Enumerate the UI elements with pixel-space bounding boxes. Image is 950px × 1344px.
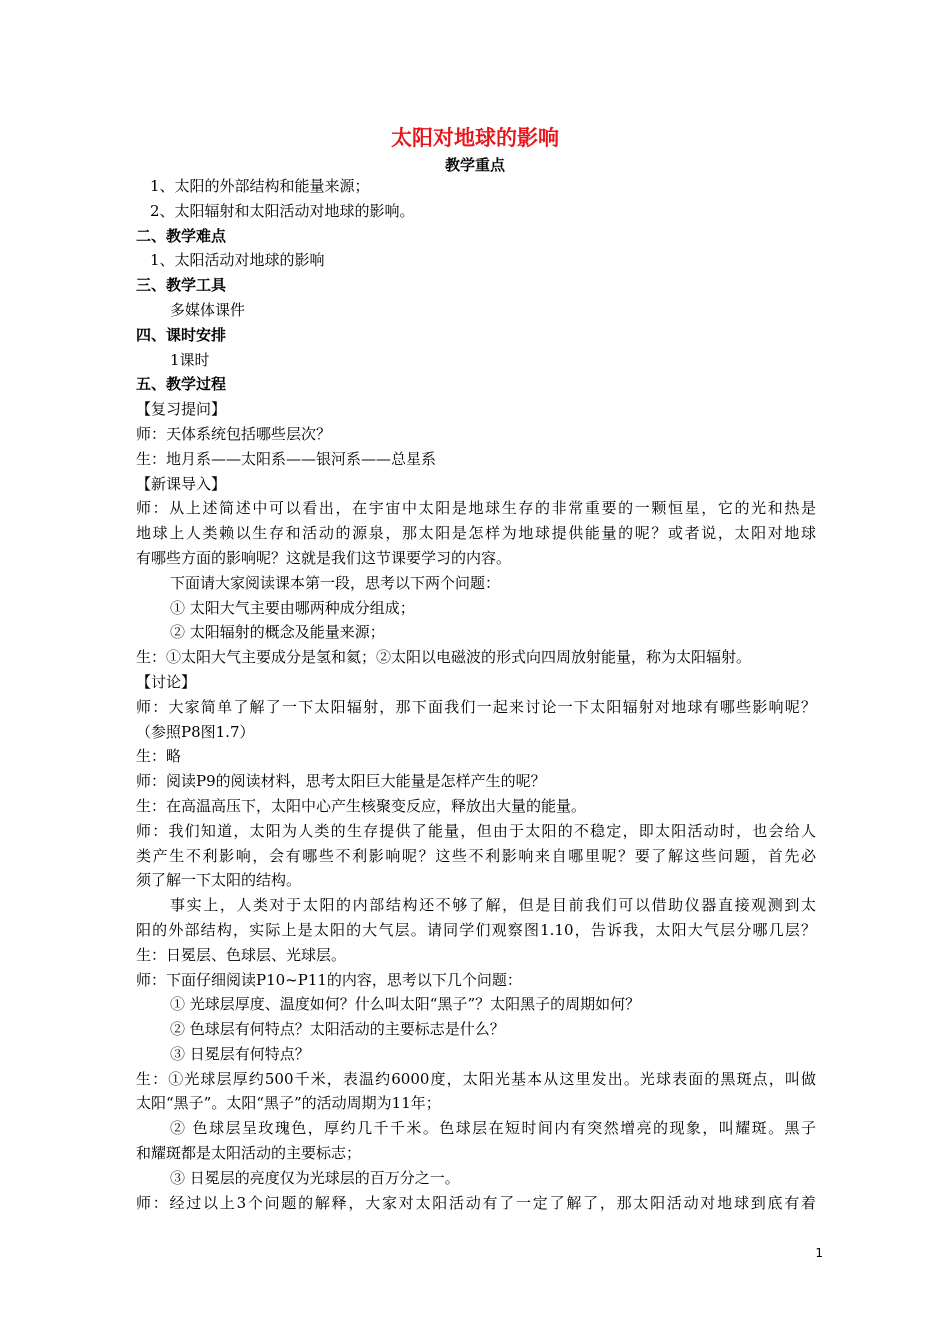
- paragraph-line: 师：经过以上3个问题的解释，大家对太阳活动有了一定了解了，那太阳活动对地球到底有着: [136, 1193, 816, 1212]
- question-item: ② 太阳辐射的概念及能量来源；: [170, 623, 385, 642]
- question-item: ③ 日冕层有何特点？: [170, 1044, 310, 1063]
- paragraph-line: 师：从上述简述中可以看出，在宇宙中太阳是地球生存的非常重要的一颗恒星，它的光和热是: [136, 499, 816, 518]
- paragraph-line: 有哪些方面的影响呢？这就是我们这节课要学习的内容。: [136, 548, 512, 567]
- paragraph-line: 生：①光球层厚约500千米，表温约6000度，太阳光基本从这里发出。光球表面的黑斑点，叫做: [136, 1069, 816, 1088]
- paragraph-line: 须了解一下太阳的结构。: [136, 871, 302, 890]
- page-number: 1: [815, 1246, 823, 1260]
- paragraph-line: 太阳“黑子”。太阳“黑子”的活动周期为11年；: [136, 1094, 441, 1113]
- key-point-2: 2、太阳辐射和太阳活动对地球的影响。: [150, 201, 415, 220]
- question-item: ① 光球层厚度、温度如何？什么叫太阳“黑子”？太阳黑子的周期如何？: [170, 995, 641, 1014]
- paragraph-line: ③ 日冕层的亮度仅为光球层的百万分之一。: [170, 1168, 460, 1187]
- paragraph-line: 和耀斑都是太阳活动的主要标志；: [136, 1144, 362, 1163]
- difficulty-1: 1、太阳活动对地球的影响: [150, 251, 325, 270]
- paragraph-line: 师：阅读P9的阅读材料，思考太阳巨大能量是怎样产生的呢？: [136, 772, 546, 791]
- paragraph-line: 生：①太阳大气主要成分是氢和氦；②太阳以电磁波的形式向四周放射能量，称为太阳辐射。: [136, 648, 752, 667]
- paragraph-line: 生：在高温高压下，太阳中心产生核聚变反应，释放出大量的能量。: [136, 796, 587, 815]
- document-title: 太阳对地球的影响: [391, 126, 559, 150]
- question-item: ② 色球层有何特点？太阳活动的主要标志是什么？: [170, 1020, 505, 1039]
- paragraph-line: 师：大家简单了解了一下太阳辐射，那下面我们一起来讨论一下太阳辐射对地球有哪些影响呢？: [136, 697, 816, 716]
- subheading-discussion: 【讨论】: [136, 672, 197, 691]
- paragraph-line: 师：下面仔细阅读P10~P11的内容，思考以下几个问题：: [136, 970, 522, 989]
- section-heading-schedule: 四、课时安排: [136, 325, 227, 344]
- paragraph-line: （参照P8图1.7）: [136, 722, 255, 741]
- paragraph-line: 师：天体系统包括哪些层次？: [136, 424, 332, 443]
- section-heading-tools: 三、教学工具: [136, 276, 227, 295]
- paragraph-line: 生：略: [136, 747, 182, 766]
- document-body: [136, 174, 816, 1215]
- paragraph-line: 师：我们知道，太阳为人类的生存提供了能量，但由于太阳的不稳定，即太阳活动时，也会给人: [136, 821, 816, 840]
- paragraph-line: 事实上，人类对于太阳的内部结构还不够了解，但是目前我们可以借助仪器直接观测到太: [170, 896, 816, 915]
- subheading-intro: 【新课导入】: [136, 474, 227, 493]
- subheading-review: 【复习提问】: [136, 400, 227, 419]
- paragraph-line: ② 色球层呈玫瑰色，厚约几千千米。色球层在短时间内有突然增亮的现象，叫耀斑。黑子: [170, 1119, 816, 1138]
- key-point-1: 1、太阳的外部结构和能量来源；: [150, 177, 370, 195]
- schedule-text: 1课时: [170, 350, 210, 369]
- paragraph-line: 下面请大家阅读课本第一段，思考以下两个问题：: [170, 573, 501, 592]
- paragraph-line: 地球上人类赖以生存和活动的源泉，那太阳是怎样为地球提供能量的呢？或者说，太阳对地球: [136, 524, 816, 543]
- paragraph-line: 生：地月系——太阳系——银河系——总星系: [136, 449, 437, 468]
- paragraph-line: 类产生不利影响，会有哪些不利影响呢？这些不利影响来自哪里呢？要了解这些问题，首先必: [136, 846, 816, 865]
- section-heading-process: 五、教学过程: [136, 375, 227, 394]
- question-item: ① 太阳大气主要由哪两种成分组成；: [170, 598, 415, 617]
- section-heading-difficulties: 二、教学难点: [136, 226, 227, 245]
- section-heading-key-points: 教学重点: [444, 156, 505, 174]
- paragraph-line: 阳的外部结构，实际上是太阳的大气层。请同学们观察图1.10，告诉我，太阳大气层分哪几层？: [136, 920, 816, 939]
- paragraph-line: 生：日冕层、色球层、光球层。: [136, 945, 347, 964]
- tools-text: 多媒体课件: [170, 300, 246, 319]
